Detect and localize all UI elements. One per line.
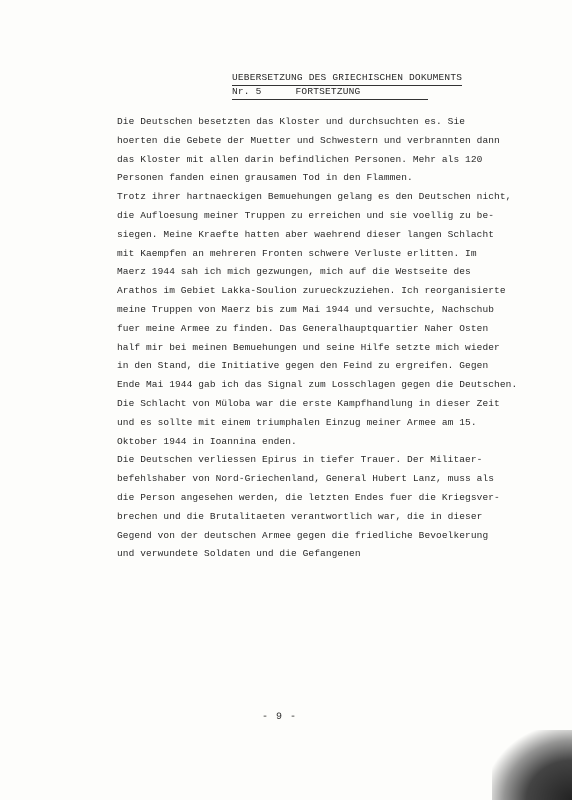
body-text <box>117 113 557 564</box>
body-line: in den Stand, die Initiative gegen den Feind zu ergreifen. Gegen <box>117 360 489 372</box>
heading-continuation: FORTSETZUNG <box>295 86 361 97</box>
body-line: und verwundete Soldaten und die Gefangenen <box>117 548 361 560</box>
body-line: hoerten die Gebete der Muetter und Schwestern und verbrannten dann <box>117 134 500 146</box>
body-line: fuer meine Armee zu finden. Das Generalhauptquartier Naher Osten <box>117 322 489 334</box>
heading-number: Nr. 5 <box>232 86 262 97</box>
document-heading <box>232 72 462 100</box>
scan-shadow <box>492 730 572 800</box>
body-line: das Kloster mit allen darin befindlichen Personen. Mehr als 120 <box>117 153 483 165</box>
page-number: - 9 - <box>262 712 298 723</box>
body-line: Maerz 1944 sah ich mich gezwungen, mich auf die Westseite des <box>117 266 471 278</box>
body-line: Personen fanden einen grausamen Tod in den Flammen. <box>117 172 413 184</box>
body-line: die Person angesehen werden, die letzten Endes fuer die Kriegsver- <box>117 491 500 503</box>
body-line: Die Deutschen besetzten das Kloster und durchsuchten es. Sie <box>117 116 466 127</box>
body-line: mit Kaempfen an mehreren Fronten schwere Verluste erlitten. Im <box>117 247 477 259</box>
body-line: Trotz ihrer hartnaeckigen Bemuehungen gelang es den Deutschen nicht, <box>117 191 512 203</box>
body-line: befehlshaber von Nord-Griechenland, General Hubert Lanz, muss als <box>117 473 495 485</box>
body-line: Oktober 1944 in Ioannina enden. <box>117 435 297 447</box>
body-line: Die Deutschen verliessen Epirus in tiefer Trauer. Der Militaer- <box>117 454 483 466</box>
body-line: Die Schlacht von Müloba war die erste Kampfhandlung in dieser Zeit <box>117 397 500 409</box>
body-line: und es sollte mit einem triumphalen Einzug meiner Armee am 15. <box>117 416 477 428</box>
body-line: Arathos im Gebiet Lakka-Soulion zurueckzuziehen. Ich reorganisierte <box>117 285 506 297</box>
heading-title: UEBERSETZUNG DES GRIECHISCHEN DOKUMENTS <box>232 72 462 86</box>
body-line: Ende Mai 1944 gab ich das Signal zum Losschlagen gegen die Deutschen. <box>117 379 518 391</box>
body-line: half mir bei meinen Bemuehungen und seine Hilfe setzte mich wieder <box>117 341 500 353</box>
body-line: Gegend von der deutschen Armee gegen die friedliche Bevoelkerung <box>117 529 489 541</box>
body-line: siegen. Meine Kraefte hatten aber waehrend dieser langen Schlacht <box>117 228 495 240</box>
body-line: die Aufloesung meiner Truppen zu erreichen und sie voellig zu be- <box>117 209 495 221</box>
body-line: meine Truppen von Maerz bis zum Mai 1944 und versuchte, Nachschub <box>117 303 495 315</box>
body-line: brechen und die Brutalitaeten verantwortlich war, die in dieser <box>117 510 483 522</box>
